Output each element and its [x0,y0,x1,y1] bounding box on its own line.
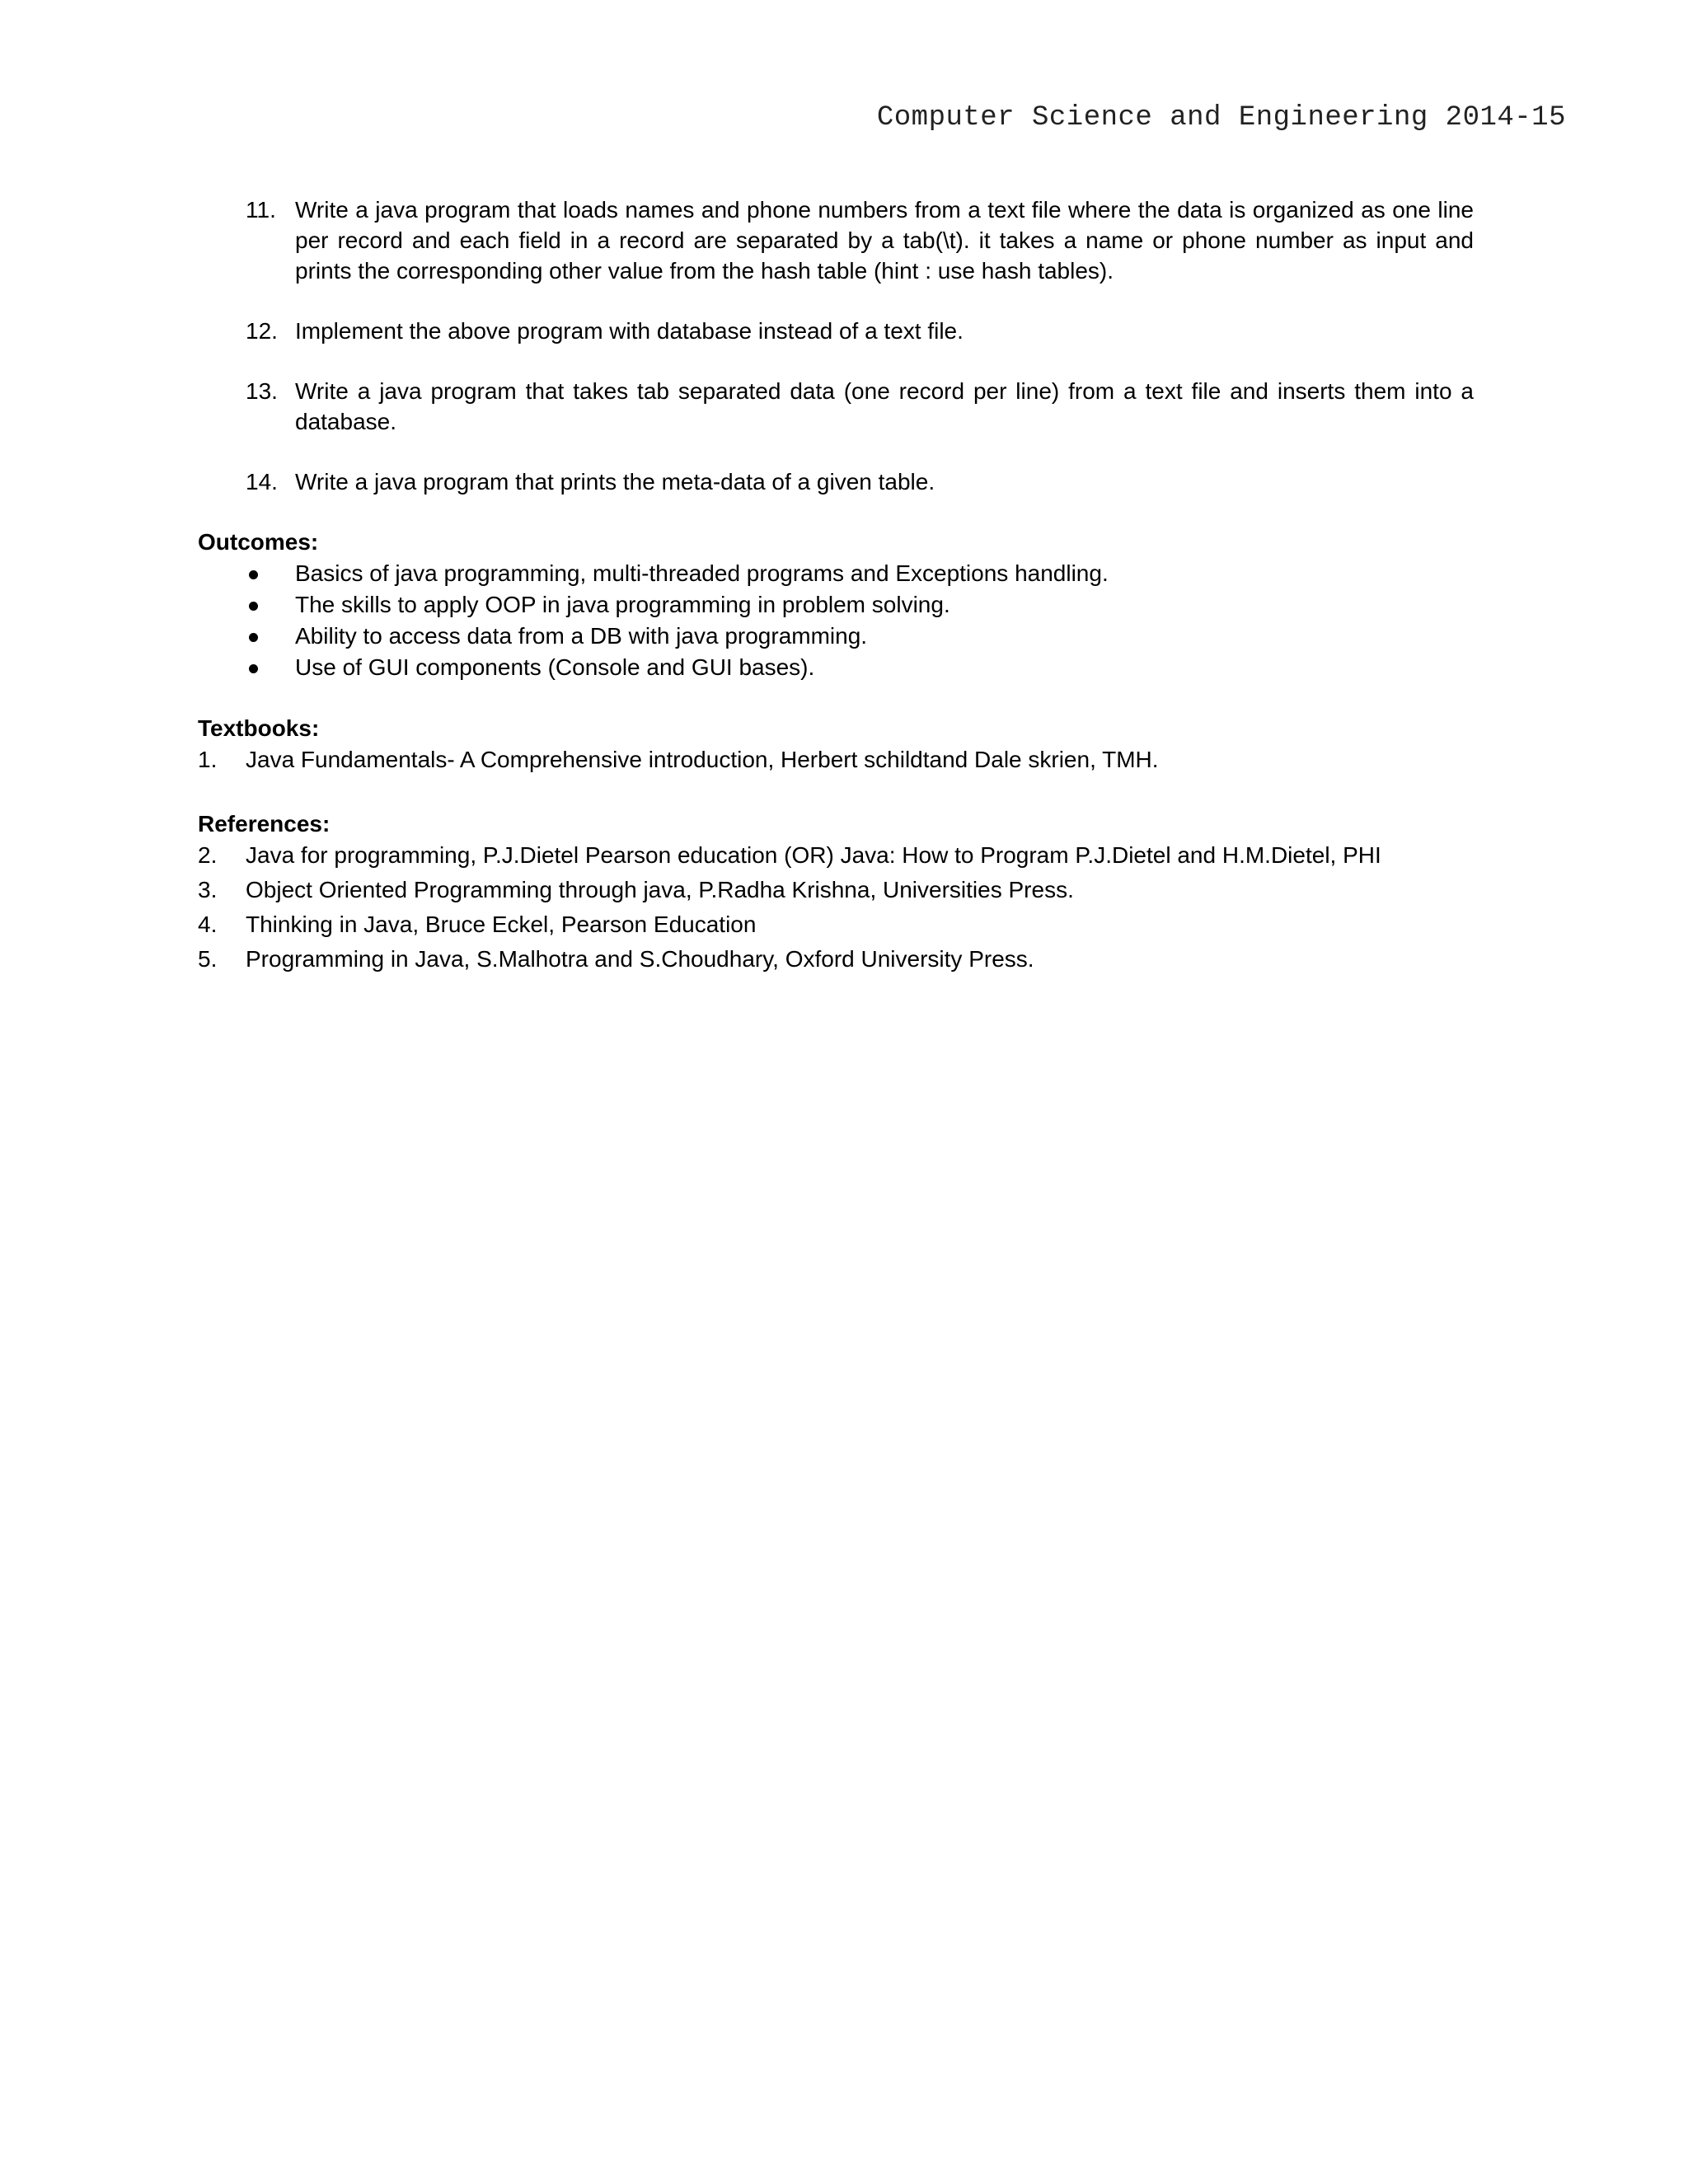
textbooks-list [198,744,1474,779]
textbook-item [198,744,1474,779]
reference-item [198,909,1474,944]
reference-text: Programming in Java, S.Malhotra and S.Choudhary, Oxford University Press. [246,946,1034,972]
references-heading: References: [198,811,331,837]
reference-item [198,840,1474,874]
program-number: 13. [246,378,278,404]
textbook-text: Java Fundamentals- A Comprehensive introduction, Herbert schildtand Dale skrien, TMH. [246,747,1159,772]
program-item [246,194,1474,286]
page-content [198,194,1474,1008]
reference-number: 4. [198,912,218,937]
running-header: Computer Science and Engineering 2014-15 [876,102,1566,134]
bullet-icon [246,589,295,621]
reference-text: Object Oriented Programming through java, P.Radha Krishna, Universities Press. [246,877,1074,902]
textbook-number: 1. [198,747,218,772]
outcome-item [246,558,1474,589]
program-item [246,466,1474,497]
program-list [198,194,1474,497]
bullet-icon [246,621,295,652]
outcome-text: The skills to apply OOP in java programming in problem solving. [295,592,950,617]
outcomes-list [198,558,1474,683]
program-text: Write a java program that takes tab separated data (one record per line) from a text file and inserts them into a database. [295,378,1474,434]
bullet-icon [246,652,295,683]
reference-number: 2. [198,842,218,868]
program-number: 12. [246,318,278,344]
program-text: Write a java program that prints the meta-data of a given table. [295,469,935,494]
outcome-text: Use of GUI components (Console and GUI bases). [295,654,815,680]
textbooks-heading: Textbooks: [198,715,320,741]
program-text: Implement the above program with database instead of a text file. [295,318,964,344]
reference-number: 3. [198,877,218,902]
program-item [246,376,1474,437]
program-item [246,316,1474,346]
reference-item [198,944,1474,978]
program-number: 14. [246,469,278,494]
reference-number: 5. [198,946,218,972]
outcome-text: Ability to access data from a DB with java programming. [295,623,868,649]
program-text: Write a java program that loads names and phone numbers from a text file where the data is organized as one line per record and each field in a record are separated by a tab(\t). it takes a name or phone number as input and prints the corresponding other value from the hash table (hint : use hash tables). [295,197,1474,284]
program-number: 11. [246,197,276,223]
references-list [198,840,1474,978]
reference-text: Thinking in Java, Bruce Eckel, Pearson Education [246,912,757,937]
outcome-text: Basics of java programming, multi-threaded programs and Exceptions handling. [295,560,1109,586]
reference-item [198,874,1474,909]
outcome-item [246,652,1474,683]
outcome-item [246,621,1474,652]
outcome-item [246,589,1474,621]
reference-text: Java for programming, P.J.Dietel Pearson education (OR) Java: How to Program P.J.Dietel and H.M.Dietel, PHI [246,842,1381,868]
outcomes-heading: Outcomes: [198,529,319,555]
bullet-icon [246,558,295,589]
